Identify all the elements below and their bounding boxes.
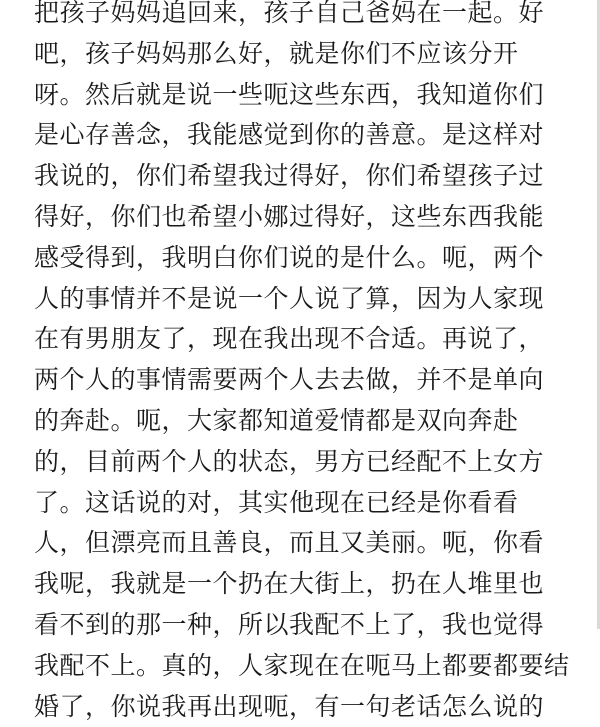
text-line: 人的事情并不是说一个人说了算，因为人家现 [34, 283, 545, 313]
text-line: 吧，孩子妈妈那么好，就是你们不应该分开 [34, 38, 519, 68]
text-line: 了。这话说的对，其实他现在已经是你看看 [34, 487, 519, 517]
text-line: 我说的，你们希望我过得好，你们希望孩子过 [34, 161, 545, 191]
text-line: 是心存善念，我能感觉到你的善意。是这样对 [34, 120, 545, 150]
text-line: 婚了，你说我再出现呃，有一句老话怎么说的 [34, 691, 545, 721]
text-line: 两个人的事情需要两个人去去做，并不是单向 [34, 365, 545, 395]
text-line: 我呢，我就是一个扔在大街上，扔在人堆里也 [34, 569, 545, 599]
transcript-text [34, 0, 594, 727]
text-line: 呀。然后就是说一些呃这些东西，我知道你们 [34, 79, 545, 109]
text-line: 得好，你们也希望小娜过得好，这些东西我能 [34, 201, 545, 231]
text-line: 的奔赴。呃，大家都知道爱情都是双向奔赴 [34, 405, 519, 435]
text-line: 在有男朋友了，现在我出现不合适。再说了， [34, 324, 545, 354]
text-line: 的，目前两个人的状态，男方已经配不上女方 [34, 446, 545, 476]
text-line: 看不到的那一种，所以我配不上了，我也觉得 [34, 609, 545, 639]
text-line: 人，但漂亮而且善良，而且又美丽。呃，你看 [34, 528, 545, 558]
text-line: 感受得到，我明白你们说的是什么。呃，两个 [34, 242, 545, 272]
text-line: 把孩子妈妈追回来，孩子自己爸妈在一起。好 [34, 0, 545, 27]
text-line: 我配不上。真的，人家现在在呃马上都要都要结 [34, 650, 570, 680]
